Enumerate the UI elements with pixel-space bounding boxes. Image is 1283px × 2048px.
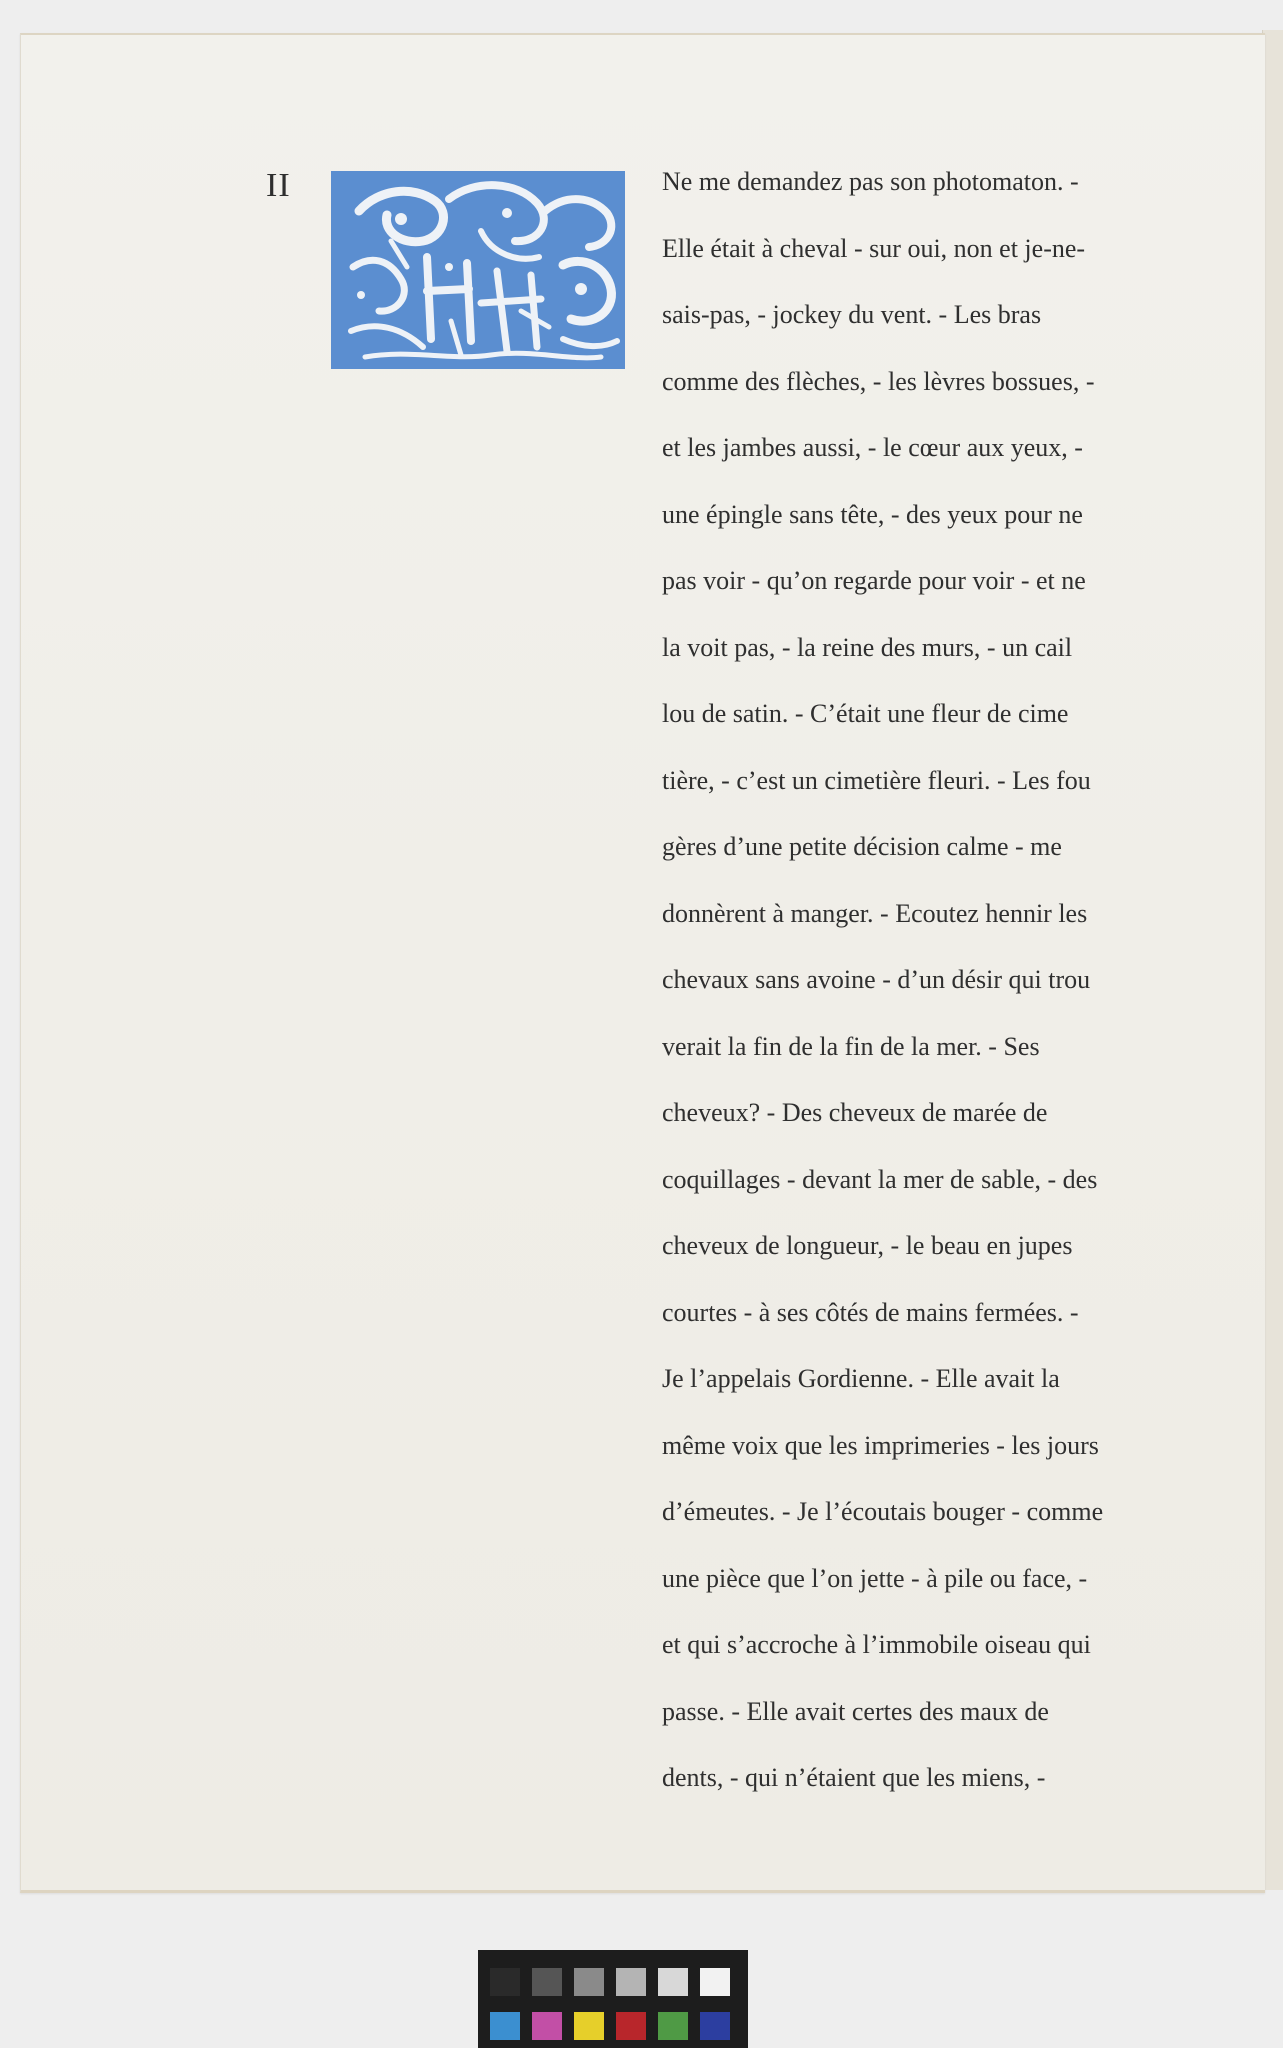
text-line: tière, - c’est un cimetière fleuri. - Les fou bbox=[662, 765, 1091, 795]
swatch bbox=[532, 1968, 562, 1996]
text-line: chevaux sans avoine - d’un désir qui trou bbox=[662, 965, 1091, 994]
swatch bbox=[658, 2012, 688, 2040]
text-line: coquillages - devant la mer de sable, - des bbox=[662, 1164, 1098, 1194]
swatch bbox=[574, 1968, 604, 1996]
text-line: une pièce que l’on jette - à pile ou face, - bbox=[662, 1563, 1088, 1593]
text-line: même voix que les imprimeries - les jours bbox=[662, 1430, 1099, 1460]
text-line: pas voir - qu’on regarde pour voir - et ne bbox=[662, 566, 1086, 595]
text-line: et qui s’accroche à l’immobile oiseau qui bbox=[662, 1630, 1091, 1659]
text-line: comme des flèches, - les lèvres bossues, - bbox=[662, 366, 1095, 396]
swatch bbox=[700, 2012, 730, 2040]
text-line: et les jambes aussi, - le cœur aux yeux, - bbox=[662, 433, 1083, 462]
swatch bbox=[658, 1968, 688, 1996]
swatch bbox=[532, 2012, 562, 2040]
text-line: Elle était à cheval - sur oui, non et je-ne- bbox=[662, 233, 1086, 263]
swatch bbox=[574, 2012, 604, 2040]
text-line: Je l’appelais Gordienne. - Elle avait la bbox=[662, 1364, 1060, 1393]
color-checker-card bbox=[478, 1950, 748, 2048]
text-line: lou de satin. - C’était une fleur de cime bbox=[662, 699, 1069, 728]
text-line: une épingle sans tête, - des yeux pour ne bbox=[662, 499, 1083, 529]
swatch bbox=[616, 1968, 646, 1996]
swatch bbox=[700, 1968, 730, 1996]
swatch bbox=[490, 1968, 520, 1996]
text-line: d’émeutes. - Je l’écoutais bouger - comme bbox=[662, 1497, 1104, 1526]
book-page bbox=[20, 33, 1265, 1893]
swatch bbox=[490, 2012, 520, 2040]
poem-text bbox=[662, 162, 1182, 1825]
abstract-woodcut-icon bbox=[331, 171, 625, 369]
text-line: gères d’une petite décision calme - me bbox=[662, 832, 1062, 861]
text-line: Ne me demandez pas son photomaton. - bbox=[662, 167, 1079, 196]
text-line: verait la fin de la fin de la mer. - Ses bbox=[662, 1031, 1040, 1061]
text-line: cheveux de longueur, - le beau en jupes bbox=[662, 1231, 1073, 1260]
text-line: cheveux? - Des cheveux de marée de bbox=[662, 1098, 1048, 1127]
chapter-number: II bbox=[266, 167, 291, 204]
text-line: sais-pas, - jockey du vent. - Les bras bbox=[662, 300, 1042, 329]
swatch bbox=[616, 2012, 646, 2040]
text-line: donnèrent à manger. - Ecoutez hennir les bbox=[662, 898, 1088, 928]
text-line: courtes - à ses côtés de mains fermées. - bbox=[662, 1297, 1079, 1327]
text-line: passe. - Elle avait certes des maux de bbox=[662, 1696, 1049, 1726]
text-line: dents, - qui n’étaient que les miens, - bbox=[662, 1763, 1046, 1792]
next-page-edge bbox=[1262, 30, 1283, 1890]
text-line: la voit pas, - la reine des murs, - un cail bbox=[662, 632, 1073, 662]
